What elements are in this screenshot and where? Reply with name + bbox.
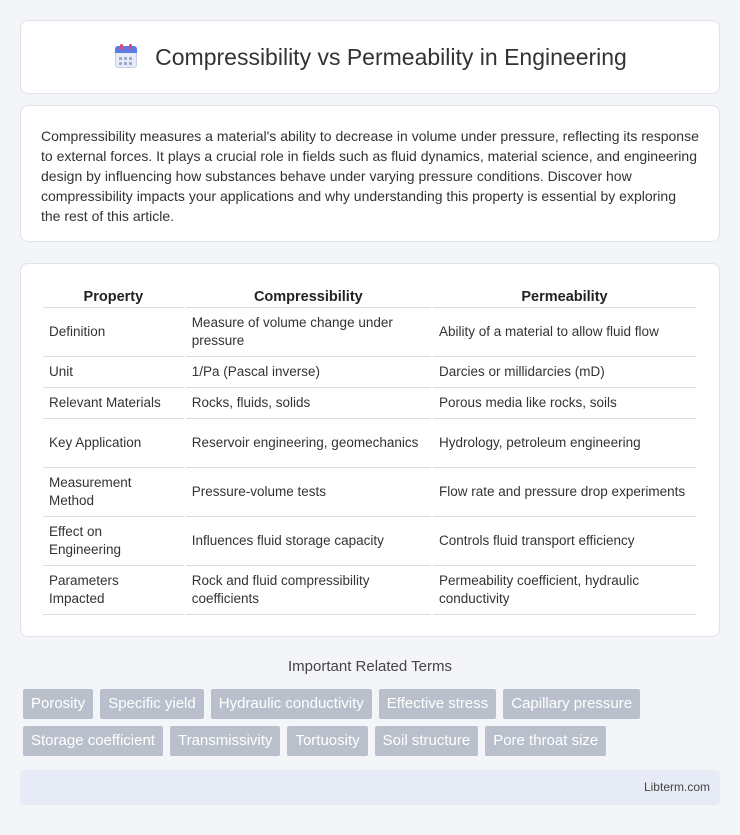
table-cell: Flow rate and pressure drop experiments	[433, 468, 696, 517]
footer	[20, 770, 720, 805]
column-header-property: Property	[43, 286, 184, 308]
table-cell: Unit	[43, 357, 184, 388]
table-cell: Measurement Method	[43, 468, 184, 517]
comparison-table	[41, 286, 698, 615]
page-title: Compressibility vs Permeability in Engineering	[155, 43, 627, 70]
related-terms-list	[23, 689, 723, 756]
table-header-row	[43, 286, 696, 308]
footer-site-link[interactable]: Libterm.com	[643, 780, 710, 794]
table-cell: 1/Pa (Pascal inverse)	[186, 357, 431, 388]
intro-card	[20, 105, 720, 242]
table-cell: Hydrology, petroleum engineering	[433, 419, 696, 468]
table-cell: Effect on Engineering	[43, 517, 184, 566]
table-cell: Key Application	[43, 419, 184, 468]
table-cell: Porous media like rocks, soils	[433, 388, 696, 419]
table-row	[43, 468, 696, 517]
comparison-table-card	[20, 263, 720, 637]
table-cell: Reservoir engineering, geomechanics	[186, 419, 431, 468]
column-header-permeability: Permeability	[433, 286, 696, 308]
table-cell: Rock and fluid compressibility coefficients	[186, 566, 431, 615]
table-row	[43, 419, 696, 468]
table-cell: Permeability coefficient, hydraulic conductivity	[433, 566, 696, 615]
related-term-tag[interactable]: Porosity	[23, 689, 93, 719]
intro-text: Compressibility measures a material's ability to decrease in volume under pressure, reflecting its response to external forces. It plays a crucial role in fields such as fluid dynamics, material science, and engineering design by influencing how substances behave under varying pressure conditions. Discover how compressibility impacts your applications and why understanding this property is essential by exploring the rest of this article.	[41, 128, 699, 224]
related-term-tag[interactable]: Storage coefficient	[23, 726, 163, 756]
table-cell: Relevant Materials	[43, 388, 184, 419]
related-term-tag[interactable]: Pore throat size	[485, 726, 606, 756]
table-cell: Definition	[43, 308, 184, 357]
related-term-tag[interactable]: Tortuosity	[287, 726, 367, 756]
table-cell: Darcies or millidarcies (mD)	[433, 357, 696, 388]
table-cell: Measure of volume change under pressure	[186, 308, 431, 357]
table-cell: Influences fluid storage capacity	[186, 517, 431, 566]
table-row	[43, 388, 696, 419]
related-terms-title: Important Related Terms	[288, 658, 452, 675]
table-cell: Pressure-volume tests	[186, 468, 431, 517]
related-term-tag[interactable]: Transmissivity	[170, 726, 280, 756]
table-cell: Parameters Impacted	[43, 566, 184, 615]
related-term-tag[interactable]: Soil structure	[375, 726, 479, 756]
table-row	[43, 357, 696, 388]
table-cell: Ability of a material to allow fluid flow	[433, 308, 696, 357]
table-cell: Controls fluid transport efficiency	[433, 517, 696, 566]
table-row	[43, 566, 696, 615]
related-term-tag[interactable]: Hydraulic conductivity	[211, 689, 372, 719]
related-term-tag[interactable]: Specific yield	[100, 689, 204, 719]
related-term-tag[interactable]: Capillary pressure	[503, 689, 640, 719]
title-card	[20, 20, 720, 94]
calendar-icon	[113, 44, 139, 70]
column-header-compressibility: Compressibility	[186, 286, 431, 308]
table-row	[43, 308, 696, 357]
table-cell: Rocks, fluids, solids	[186, 388, 431, 419]
related-term-tag[interactable]: Effective stress	[379, 689, 496, 719]
table-row	[43, 517, 696, 566]
